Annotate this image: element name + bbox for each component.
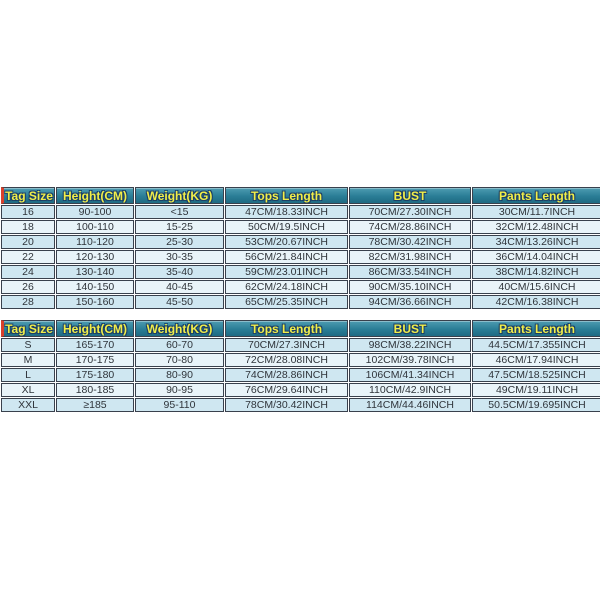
size-row-xl (1, 383, 600, 397)
cell-weight-kg: 45-50 (135, 295, 224, 309)
cell-tops-length: 47CM/18.33INCH (225, 205, 348, 219)
cell-tag-size: S (1, 338, 55, 352)
cell-pants-length: 32CM/12.48INCH (472, 220, 600, 234)
cell-bust: 110CM/42.9INCH (349, 383, 471, 397)
size-row-m (1, 353, 600, 367)
cell-bust: 86CM/33.54INCH (349, 265, 471, 279)
cell-tag-size: L (1, 368, 55, 382)
cell-weight-kg: <15 (135, 205, 224, 219)
column-header-weight-kg: Weight(KG) (135, 187, 224, 204)
column-header-height-cm: Height(CM) (56, 320, 134, 337)
cell-weight-kg: 15-25 (135, 220, 224, 234)
cell-height-cm: 110-120 (56, 235, 134, 249)
cell-pants-length: 46CM/17.94INCH (472, 353, 600, 367)
cell-weight-kg: 25-30 (135, 235, 224, 249)
cell-weight-kg: 90-95 (135, 383, 224, 397)
size-row-22 (1, 250, 600, 264)
cell-height-cm: 130-140 (56, 265, 134, 279)
size-row-16 (1, 205, 600, 219)
cell-bust: 82CM/31.98INCH (349, 250, 471, 264)
cell-height-cm: 90-100 (56, 205, 134, 219)
column-header-tops-length: Tops Length (225, 320, 348, 337)
cell-height-cm: 120-130 (56, 250, 134, 264)
cell-weight-kg: 80-90 (135, 368, 224, 382)
cell-bust: 102CM/39.78INCH (349, 353, 471, 367)
cell-pants-length: 36CM/14.04INCH (472, 250, 600, 264)
header-row (1, 320, 600, 337)
cell-tag-size: XL (1, 383, 55, 397)
cell-height-cm: 175-180 (56, 368, 134, 382)
column-header-pants-length: Pants Length (472, 320, 600, 337)
cell-pants-length: 30CM/11.7INCH (472, 205, 600, 219)
column-header-weight-kg: Weight(KG) (135, 320, 224, 337)
cell-tops-length: 74CM/28.86INCH (225, 368, 348, 382)
cell-height-cm: 150-160 (56, 295, 134, 309)
size-row-s (1, 338, 600, 352)
cell-tag-size: M (1, 353, 55, 367)
cell-tag-size: XXL (1, 398, 55, 412)
column-header-bust: BUST (349, 187, 471, 204)
adult-size-table (0, 319, 600, 413)
cell-pants-length: 42CM/16.38INCH (472, 295, 600, 309)
cell-pants-length: 47.5CM/18.525INCH (472, 368, 600, 382)
kids-size-table (0, 186, 600, 310)
size-row-26 (1, 280, 600, 294)
cell-pants-length: 34CM/13.26INCH (472, 235, 600, 249)
cell-bust: 90CM/35.10INCH (349, 280, 471, 294)
cell-weight-kg: 35-40 (135, 265, 224, 279)
cell-pants-length: 50.5CM/19.695INCH (472, 398, 600, 412)
cell-tops-length: 53CM/20.67INCH (225, 235, 348, 249)
cell-tops-length: 62CM/24.18INCH (225, 280, 348, 294)
size-row-18 (1, 220, 600, 234)
size-row-xxl (1, 398, 600, 412)
cell-bust: 114CM/44.46INCH (349, 398, 471, 412)
cell-weight-kg: 95-110 (135, 398, 224, 412)
column-header-bust: BUST (349, 320, 471, 337)
cell-tag-size: 20 (1, 235, 55, 249)
cell-height-cm: 100-110 (56, 220, 134, 234)
cell-tops-length: 72CM/28.08INCH (225, 353, 348, 367)
cell-pants-length: 38CM/14.82INCH (472, 265, 600, 279)
cell-tag-size: 24 (1, 265, 55, 279)
cell-weight-kg: 40-45 (135, 280, 224, 294)
cell-tag-size: 16 (1, 205, 55, 219)
cell-height-cm: ≥185 (56, 398, 134, 412)
size-row-l (1, 368, 600, 382)
cell-weight-kg: 60-70 (135, 338, 224, 352)
size-row-24 (1, 265, 600, 279)
column-header-tag-size: Tag Size (1, 320, 55, 337)
cell-bust: 70CM/27.30INCH (349, 205, 471, 219)
cell-tops-length: 70CM/27.3INCH (225, 338, 348, 352)
cell-weight-kg: 70-80 (135, 353, 224, 367)
cell-bust: 74CM/28.86INCH (349, 220, 471, 234)
size-row-20 (1, 235, 600, 249)
cell-height-cm: 140-150 (56, 280, 134, 294)
column-header-tag-size: Tag Size (1, 187, 55, 204)
cell-tops-length: 78CM/30.42INCH (225, 398, 348, 412)
header-row (1, 187, 600, 204)
column-header-height-cm: Height(CM) (56, 187, 134, 204)
cell-tag-size: 22 (1, 250, 55, 264)
cell-height-cm: 165-170 (56, 338, 134, 352)
cell-tops-length: 76CM/29.64INCH (225, 383, 348, 397)
cell-tag-size: 28 (1, 295, 55, 309)
size-row-28 (1, 295, 600, 309)
cell-bust: 78CM/30.42INCH (349, 235, 471, 249)
cell-height-cm: 170-175 (56, 353, 134, 367)
cell-weight-kg: 30-35 (135, 250, 224, 264)
cell-tops-length: 59CM/23.01INCH (225, 265, 348, 279)
cell-bust: 94CM/36.66INCH (349, 295, 471, 309)
cell-tops-length: 50CM/19.5INCH (225, 220, 348, 234)
cell-height-cm: 180-185 (56, 383, 134, 397)
cell-bust: 98CM/38.22INCH (349, 338, 471, 352)
cell-pants-length: 40CM/15.6INCH (472, 280, 600, 294)
cell-bust: 106CM/41.34INCH (349, 368, 471, 382)
cell-pants-length: 49CM/19.11INCH (472, 383, 600, 397)
column-header-pants-length: Pants Length (472, 187, 600, 204)
cell-tag-size: 18 (1, 220, 55, 234)
cell-tops-length: 56CM/21.84INCH (225, 250, 348, 264)
cell-pants-length: 44.5CM/17.355INCH (472, 338, 600, 352)
column-header-tops-length: Tops Length (225, 187, 348, 204)
cell-tag-size: 26 (1, 280, 55, 294)
cell-tops-length: 65CM/25.35INCH (225, 295, 348, 309)
